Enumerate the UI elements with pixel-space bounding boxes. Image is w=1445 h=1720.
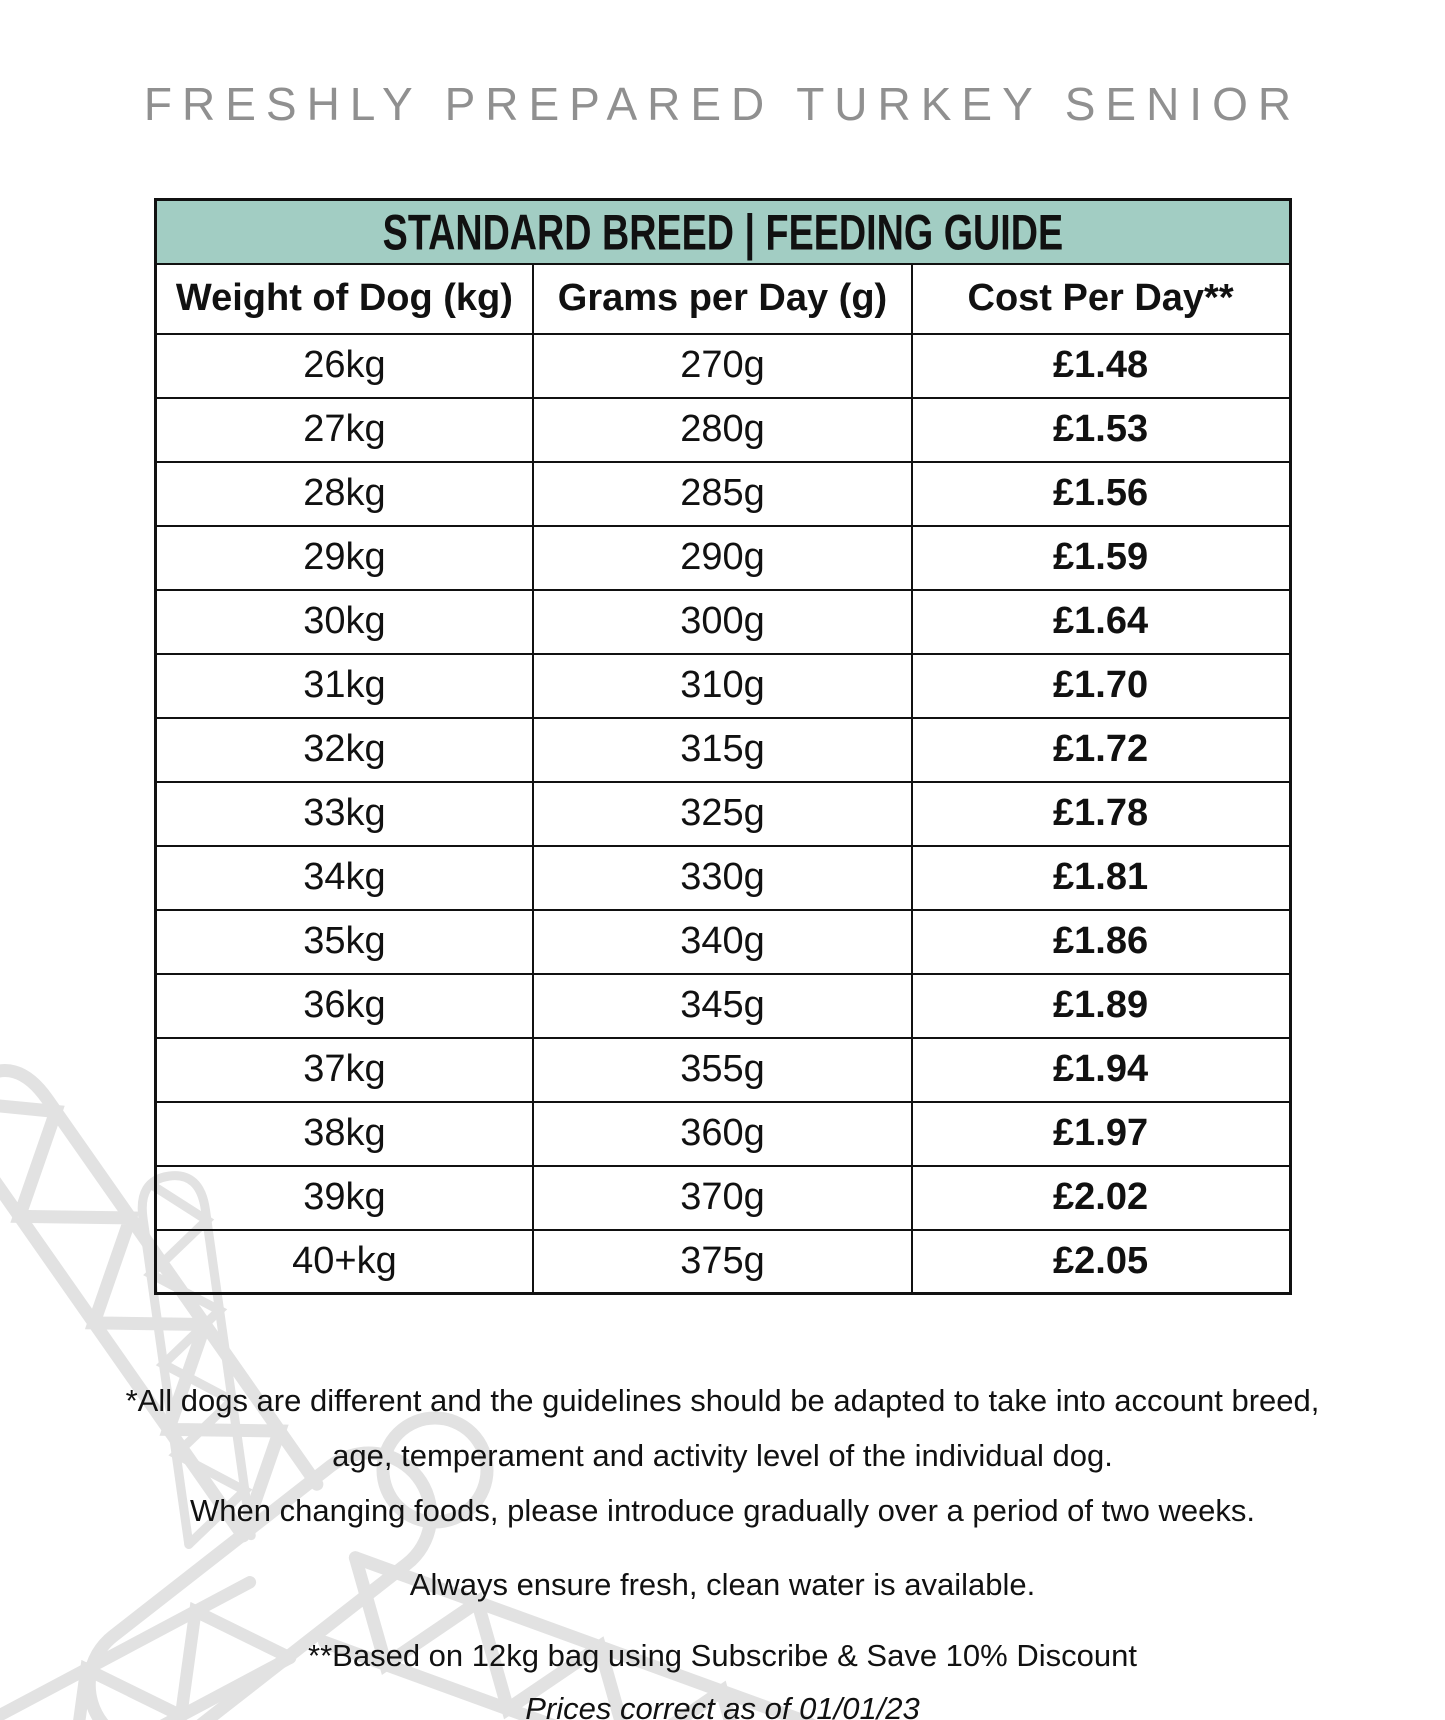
cost-cell: £1.48: [912, 334, 1290, 398]
column-header-cost: Cost Per Day**: [912, 264, 1290, 334]
feeding-guide-table: [154, 198, 1292, 1295]
table-row: [155, 398, 1290, 462]
table-row: [155, 1230, 1290, 1294]
band-header-cell: [155, 200, 1290, 264]
feeding-guide-body: [155, 334, 1290, 1294]
grams-cell: 340g: [533, 910, 911, 974]
table-row: [155, 846, 1290, 910]
grams-cell: 285g: [533, 462, 911, 526]
guideline-text-line: *All dogs are different and the guidelines should be adapted to take into account breed,: [125, 1383, 1320, 1418]
grams-cell: 270g: [533, 334, 911, 398]
weight-cell: 32kg: [155, 718, 533, 782]
band-header-label: STANDARD BREED | FEEDING GUIDE: [382, 203, 1063, 260]
grams-cell: 325g: [533, 782, 911, 846]
weight-cell: 31kg: [155, 654, 533, 718]
weight-cell: 36kg: [155, 974, 533, 1038]
table-row: [155, 462, 1290, 526]
cost-cell: £1.72: [912, 718, 1290, 782]
table-row: [155, 590, 1290, 654]
weight-cell: 39kg: [155, 1166, 533, 1230]
weight-cell: 30kg: [155, 590, 533, 654]
cost-cell: £1.59: [912, 526, 1290, 590]
grams-cell: 360g: [533, 1102, 911, 1166]
column-header-row: [155, 264, 1290, 334]
prices-correct-note: Prices correct as of 01/01/23: [525, 1691, 920, 1720]
cost-cell: £1.78: [912, 782, 1290, 846]
table-row: [155, 974, 1290, 1038]
weight-cell: 35kg: [155, 910, 533, 974]
price-basis-note: **Based on 12kg bag using Subscribe & Save 10% Discount: [308, 1638, 1137, 1673]
grams-cell: 345g: [533, 974, 911, 1038]
grams-cell: 310g: [533, 654, 911, 718]
grams-cell: 300g: [533, 590, 911, 654]
grams-cell: 280g: [533, 398, 911, 462]
footnotes: [0, 1373, 1445, 1720]
cost-cell: £1.53: [912, 398, 1290, 462]
weight-cell: 33kg: [155, 782, 533, 846]
cost-cell: £2.02: [912, 1166, 1290, 1230]
weight-cell: 34kg: [155, 846, 533, 910]
grams-cell: 370g: [533, 1166, 911, 1230]
weight-cell: 27kg: [155, 398, 533, 462]
cost-cell: £1.86: [912, 910, 1290, 974]
grams-cell: 315g: [533, 718, 911, 782]
column-header-weight: Weight of Dog (kg): [155, 264, 533, 334]
guideline-text-line: age, temperament and activity level of the individual dog.: [332, 1438, 1113, 1473]
cost-cell: £1.97: [912, 1102, 1290, 1166]
weight-cell: 38kg: [155, 1102, 533, 1166]
table-row: [155, 334, 1290, 398]
band-header-row: [155, 200, 1290, 264]
cost-cell: £1.64: [912, 590, 1290, 654]
weight-cell: 40+kg: [155, 1230, 533, 1294]
cost-cell: £1.89: [912, 974, 1290, 1038]
cost-cell: £1.94: [912, 1038, 1290, 1102]
page-title: FRESHLY PREPARED TURKEY SENIOR: [143, 78, 1302, 130]
grams-cell: 330g: [533, 846, 911, 910]
weight-cell: 28kg: [155, 462, 533, 526]
table-row: [155, 654, 1290, 718]
table-row: [155, 1102, 1290, 1166]
grams-cell: 290g: [533, 526, 911, 590]
table-row: [155, 526, 1290, 590]
table-row: [155, 910, 1290, 974]
cost-cell: £1.81: [912, 846, 1290, 910]
table-row: [155, 782, 1290, 846]
water-note: Always ensure fresh, clean water is available.: [409, 1567, 1036, 1602]
weight-cell: 26kg: [155, 334, 533, 398]
column-header-grams: Grams per Day (g): [533, 264, 911, 334]
grams-cell: 355g: [533, 1038, 911, 1102]
weight-cell: 37kg: [155, 1038, 533, 1102]
cost-cell: £1.70: [912, 654, 1290, 718]
table-row: [155, 1166, 1290, 1230]
weight-cell: 29kg: [155, 526, 533, 590]
grams-cell: 375g: [533, 1230, 911, 1294]
table-row: [155, 718, 1290, 782]
cost-cell: £2.05: [912, 1230, 1290, 1294]
table-row: [155, 1038, 1290, 1102]
guideline-text-line: When changing foods, please introduce gradually over a period of two weeks.: [190, 1493, 1255, 1528]
cost-cell: £1.56: [912, 462, 1290, 526]
